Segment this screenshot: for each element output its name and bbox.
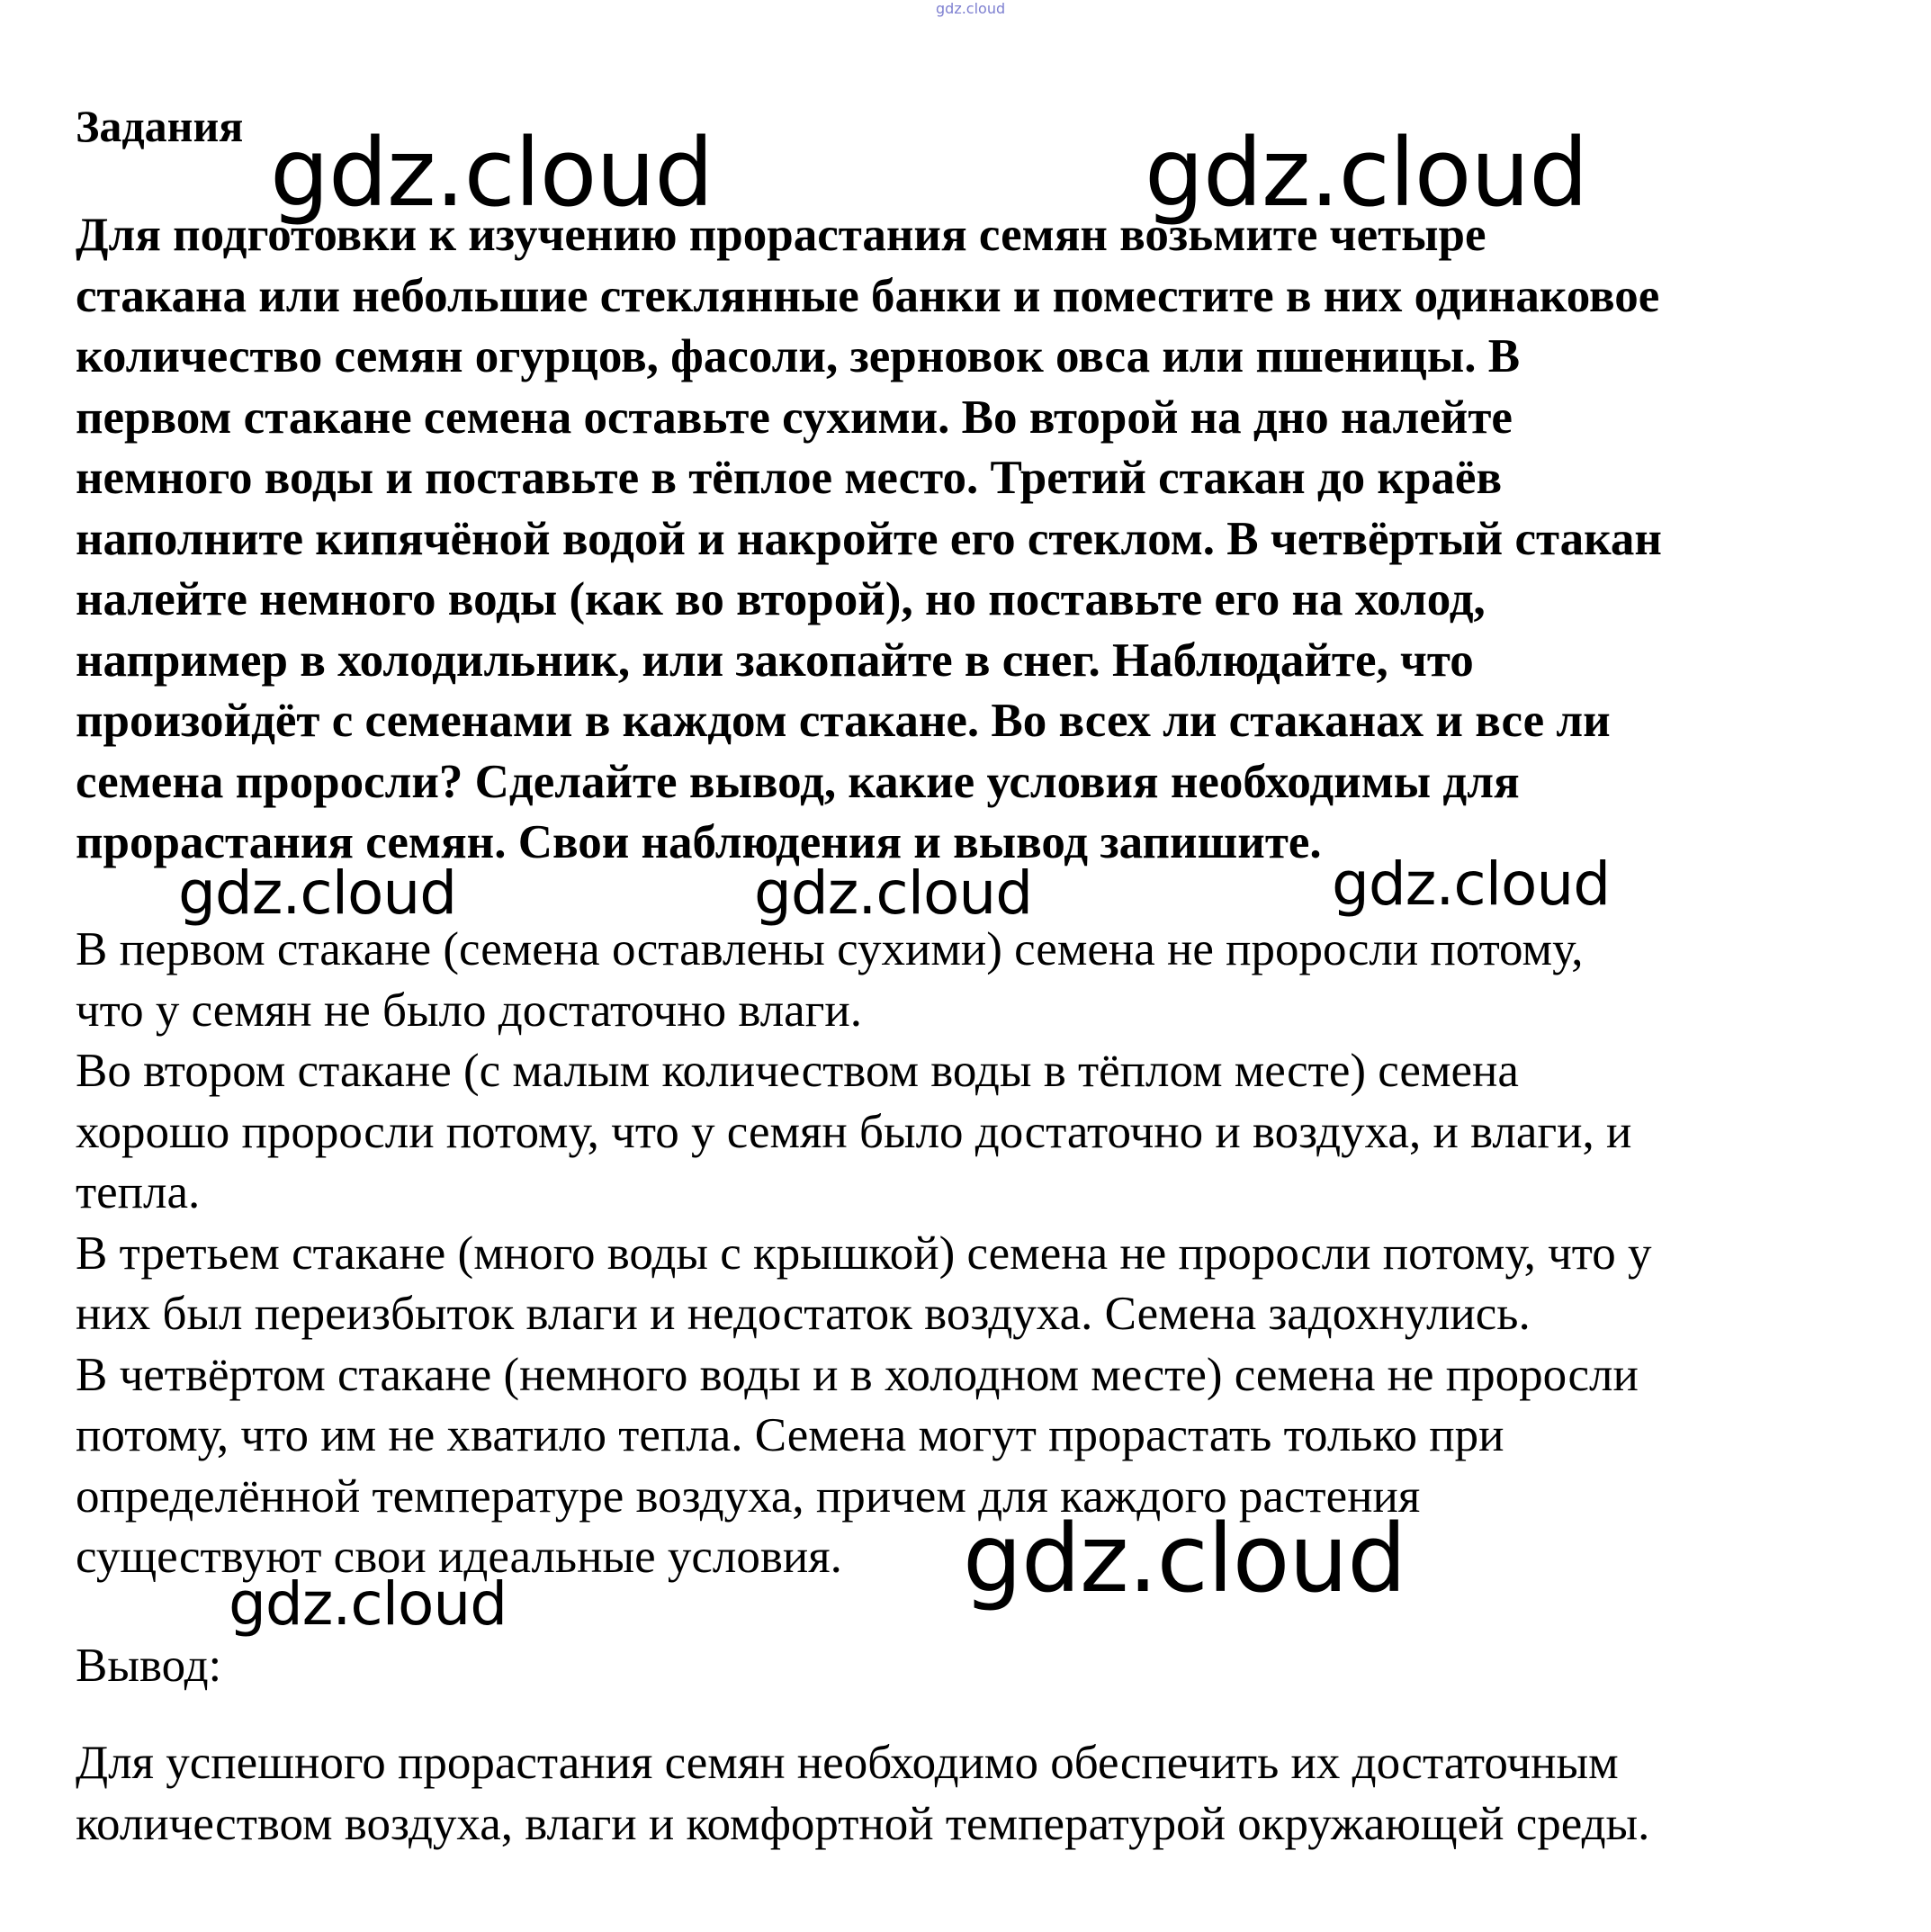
watermark: gdz.cloud [1332, 849, 1611, 919]
conclusion-label: Вывод: [76, 1640, 222, 1692]
task-text [76, 205, 1875, 874]
task-line: наполните кипячёной водой и накройте его стеклом. В четвёртый стакан [76, 512, 1662, 565]
watermark-top: gdz.cloud [936, 0, 1006, 17]
conclusion-line: Для успешного прорастания семян необходимо обеспечить их достаточным [76, 1737, 1619, 1789]
watermark: gdz.cloud [270, 118, 714, 228]
answer-line: Во втором стакане (с малым количеством воды в тёплом месте) семена [76, 1045, 1519, 1097]
answer-line: тепла. [76, 1166, 201, 1218]
task-line: немного воды и поставьте в тёплое место. Третий стакан до краёв [76, 452, 1503, 504]
answer-text [76, 920, 1884, 1588]
answer-line: потому, что им не хватило тепла. Семена могут прорастать только при [76, 1409, 1504, 1461]
answer-line: что у семян не было достаточно влаги. [76, 984, 863, 1037]
task-line: прорастания семян. Свои наблюдения и вывод запишите. [76, 816, 1322, 868]
task-line: первом стакане семена оставьте сухими. Во второй на дно налейте [76, 391, 1513, 444]
watermark: gdz.cloud [1145, 118, 1588, 228]
answer-line: хорошо проросли потому, что у семян было достаточно и воздуха, и влаги, и [76, 1105, 1632, 1158]
watermark: gdz.cloud [229, 1569, 507, 1639]
conclusion-line: количеством воздуха, влаги и комфортной температурой окружающей среды. [76, 1797, 1650, 1850]
watermark: gdz.cloud [963, 1504, 1406, 1613]
answer-line: В первом стакане (семена оставлены сухими) семена не проросли потому, [76, 923, 1584, 975]
answer-line: В четвёртом стакане (немного воды и в холодном месте) семена не проросли [76, 1348, 1639, 1401]
task-line: Для подготовки к изучению прорастания семян возьмите четыре [76, 209, 1486, 261]
conclusion-text [76, 1733, 1884, 1855]
task-line: произойдёт с семенами в каждом стакане. Во всех ли стаканах и все ли [76, 695, 1611, 747]
task-line: количество семян огурцов, фасоли, зерновок овса или пшеницы. В [76, 330, 1521, 382]
watermark: gdz.cloud [754, 858, 1033, 928]
task-line: например в холодильник, или закопайте в снег. Наблюдайте, что [76, 634, 1474, 687]
answer-line: определённой температуре воздуха, причем для каждого растения [76, 1469, 1421, 1523]
task-line: налейте немного воды (как во второй), но поставьте его на холод, [76, 573, 1486, 625]
page-heading: Задания [76, 101, 244, 151]
task-line: семена проросли? Сделайте вывод, какие условия необходимы для [76, 755, 1520, 808]
answer-line: них был переизбыток влаги и недостаток воздуха. Семена задохнулись. [76, 1288, 1531, 1340]
answer-line: В третьем стакане (много воды с крышкой) семена не проросли потому, что у [76, 1227, 1652, 1280]
task-line: стакана или небольшие стеклянные банки и поместите в них одинаковое [76, 269, 1660, 322]
watermark: gdz.cloud [178, 858, 457, 928]
answer-line: существуют свои идеальные условия. [76, 1531, 842, 1583]
